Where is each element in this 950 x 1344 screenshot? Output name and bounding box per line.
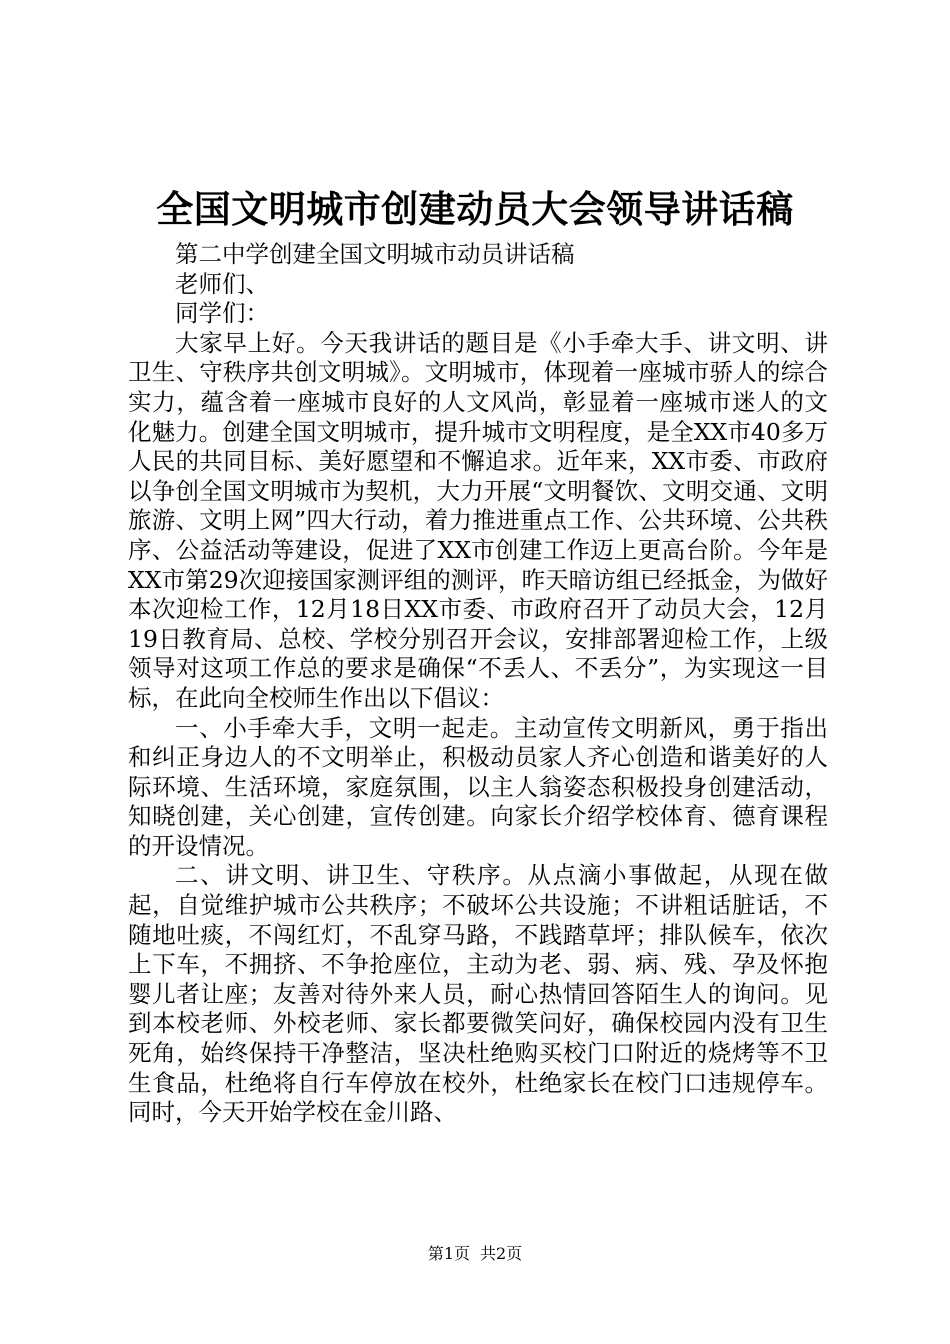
- page-footer: [0, 1243, 950, 1265]
- proposal-one-paragraph: 一、小手牵大手，文明一起走。主动宣传文明新风，勇于指出和纠正身边人的不文明举止，积极动员家人齐心创造和谐美好的人际环境、生活环境，家庭氛围，以主人翁姿态积极投身创建活动，知晓创建，关心创建，宣传创建。向家长介绍学校体育、德育课程的开设情况。: [128, 713, 828, 860]
- intro-paragraph: 大家早上好。今天我讲话的题目是《小手牵大手、讲文明、讲卫生、守秩序共创文明城》。文明城市，体现着一座城市骄人的综合实力，蕴含着一座城市良好的人文风尚，彰显着一座城市迷人的文化魅力。创建全国文明城市，提升城市文明程度，是全XX市40多万人民的共同目标、美好愿望和不懈追求。近年来，XX市委、市政府以争创全国文明城市为契机，大力开展“文明餐饮、文明交通、文明旅游、文明上网”四大行动，着力推进重点工作、公共环境、公共秩序、公益活动等建设，促进了XX市创建工作迈上更高台阶。今年是XX市第29次迎接国家测评组的测评，昨天暗访组已经抵金，为做好本次迎检工作，12月18日XX市委、市政府召开了动员大会，12月19日教育局、总校、学校分别召开会议，安排部署迎检工作，上级领导对这项工作总的要求是确保“不丢人、不丢分”，为实现这一目标，在此向全校师生作出以下倡议：: [128, 328, 828, 712]
- document-body: [128, 240, 828, 1128]
- page-number: 第1页: [427, 1244, 470, 1263]
- page-total: 共2页: [480, 1244, 523, 1263]
- subtitle-paragraph: 第二中学创建全国文明城市动员讲话稿: [175, 240, 575, 268]
- salutation-teachers: 老师们、: [175, 269, 269, 298]
- document-title: 全国文明城市创建动员大会领导讲话稿: [156, 187, 794, 231]
- salutation-students: 同学们：: [175, 299, 269, 328]
- proposal-two-paragraph: 二、讲文明、讲卫生、守秩序。从点滴小事做起，从现在做起，自觉维护城市公共秩序；不破坏公共设施；不讲粗话脏话，不随地吐痰，不闯红灯，不乱穿马路，不践踏草坪；排队候车，依次上下车，不拥挤、不争抢座位，主动为老、弱、病、残、孕及怀抱婴儿者让座；友善对待外来人员，耐心热情回答陌生人的询问。见到本校老师、外校老师、家长都要微笑问好，确保校园内没有卫生死角，始终保持干净整洁，坚决杜绝购买校门口附近的烧烤等不卫生食品，杜绝将自行车停放在校外，杜绝家长在校门口违规停车。同时，今天开始学校在金川路、: [128, 861, 828, 1127]
